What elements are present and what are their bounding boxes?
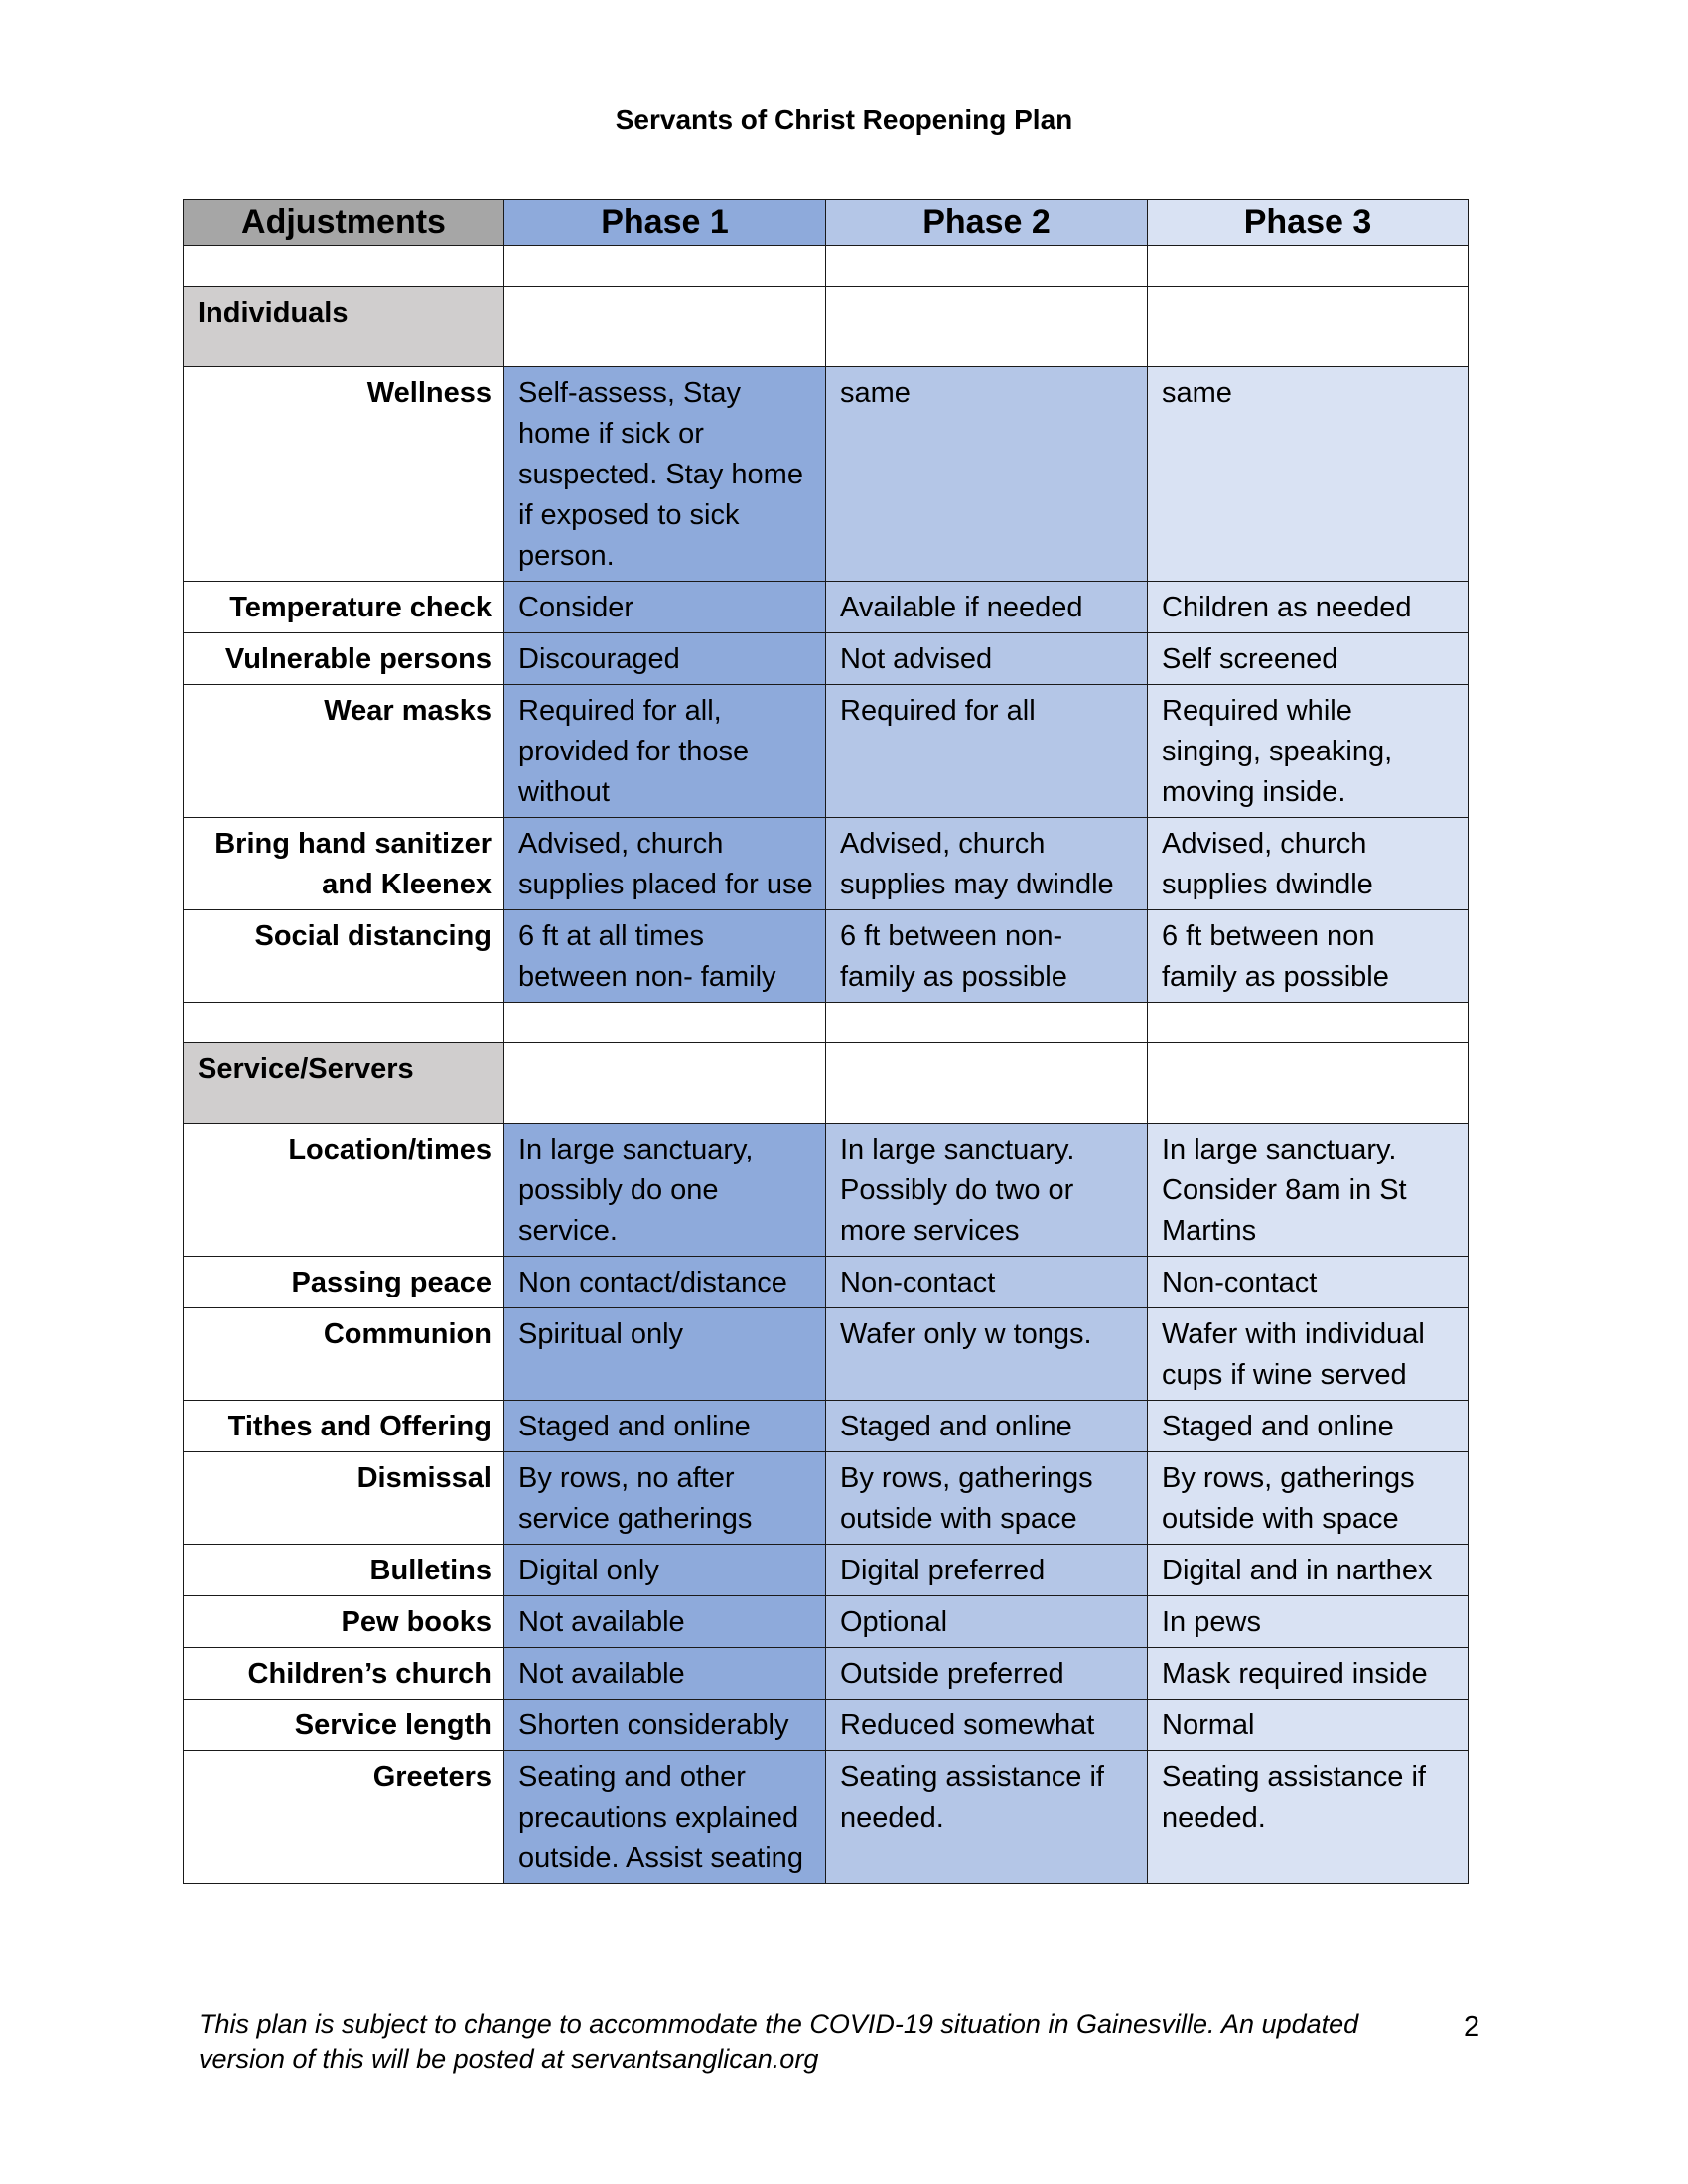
- table-row: [184, 1751, 1469, 1884]
- phase-3-cell: In large sanctuary. Consider 8am in St Martins: [1148, 1124, 1469, 1257]
- empty-cell: [504, 1043, 826, 1124]
- table-row: [184, 1308, 1469, 1401]
- phase-3-cell: By rows, gatherings outside with space: [1148, 1452, 1469, 1545]
- empty-cell: [1148, 246, 1469, 287]
- table-header-row: [184, 200, 1469, 246]
- phase-1-cell: Not available: [504, 1648, 826, 1700]
- phase-2-cell: Non-contact: [826, 1257, 1148, 1308]
- phase-3-cell: Normal: [1148, 1700, 1469, 1751]
- row-label: Wear masks: [184, 685, 504, 818]
- row-label: Bulletins: [184, 1545, 504, 1596]
- phase-3-cell: Required while singing, speaking, moving inside.: [1148, 685, 1469, 818]
- header-phase-3: Phase 3: [1148, 200, 1469, 246]
- phase-1-cell: Shorten considerably: [504, 1700, 826, 1751]
- phase-3-cell: Advised, church supplies dwindle: [1148, 818, 1469, 910]
- table-row: [184, 685, 1469, 818]
- empty-cell: [504, 246, 826, 287]
- phase-3-cell: 6 ft between non family as possible: [1148, 910, 1469, 1003]
- spacer-row: [184, 246, 1469, 287]
- table-row: [184, 818, 1469, 910]
- table-body: [184, 246, 1469, 1884]
- phase-2-cell: In large sanctuary. Possibly do two or more services: [826, 1124, 1148, 1257]
- header-phase-2: Phase 2: [826, 200, 1148, 246]
- row-label: Location/times: [184, 1124, 504, 1257]
- footnote: This plan is subject to change to accommodate the COVID-19 situation in Gainesville. An updated version of this will be posted at servantsanglican.org: [199, 2009, 1359, 2074]
- empty-cell: [826, 287, 1148, 367]
- table-row: [184, 582, 1469, 633]
- phase-1-cell: Consider: [504, 582, 826, 633]
- phase-1-cell: Spiritual only: [504, 1308, 826, 1401]
- phase-1-cell: 6 ft at all times between non- family: [504, 910, 826, 1003]
- section-row-individuals: [184, 287, 1469, 367]
- empty-cell: [826, 1043, 1148, 1124]
- row-label: Children’s church: [184, 1648, 504, 1700]
- phase-3-cell: Non-contact: [1148, 1257, 1469, 1308]
- phase-2-cell: Wafer only w tongs.: [826, 1308, 1148, 1401]
- row-label: Communion: [184, 1308, 504, 1401]
- phase-1-cell: By rows, no after service gatherings: [504, 1452, 826, 1545]
- page-number: 2: [1464, 2011, 1480, 2043]
- phase-3-cell: Staged and online: [1148, 1401, 1469, 1452]
- phase-1-cell: Discouraged: [504, 633, 826, 685]
- header-adjustments: Adjustments: [184, 200, 504, 246]
- phase-3-cell: Digital and in narthex: [1148, 1545, 1469, 1596]
- phase-2-cell: Available if needed: [826, 582, 1148, 633]
- phase-1-cell: Non contact/distance: [504, 1257, 826, 1308]
- table-row: [184, 910, 1469, 1003]
- phase-2-cell: Digital preferred: [826, 1545, 1148, 1596]
- table-row: [184, 633, 1469, 685]
- phase-3-cell: Wafer with individual cups if wine served: [1148, 1308, 1469, 1401]
- spacer-row: [184, 1003, 1469, 1043]
- row-label: Greeters: [184, 1751, 504, 1884]
- phase-3-cell: Self screened: [1148, 633, 1469, 685]
- phase-3-cell: same: [1148, 367, 1469, 582]
- empty-cell: [1148, 1043, 1469, 1124]
- row-label: Social distancing: [184, 910, 504, 1003]
- row-label: Pew books: [184, 1596, 504, 1648]
- phase-3-cell: In pews: [1148, 1596, 1469, 1648]
- phase-1-cell: Staged and online: [504, 1401, 826, 1452]
- section-row-service: [184, 1043, 1469, 1124]
- phase-1-cell: Not available: [504, 1596, 826, 1648]
- empty-cell: [504, 287, 826, 367]
- phase-2-cell: Staged and online: [826, 1401, 1148, 1452]
- row-label: Temperature check: [184, 582, 504, 633]
- document-title: Servants of Christ Reopening Plan: [615, 104, 1073, 135]
- table-row: [184, 367, 1469, 582]
- empty-cell: [826, 246, 1148, 287]
- row-label: Vulnerable persons: [184, 633, 504, 685]
- phase-2-cell: Advised, church supplies may dwindle: [826, 818, 1148, 910]
- phase-1-cell: In large sanctuary, possibly do one service.: [504, 1124, 826, 1257]
- phase-1-cell: Seating and other precautions explained outside. Assist seating: [504, 1751, 826, 1884]
- section-label: Service/Servers: [184, 1043, 504, 1124]
- empty-cell: [184, 1003, 504, 1043]
- phase-2-cell: Optional: [826, 1596, 1148, 1648]
- empty-cell: [504, 1003, 826, 1043]
- phase-1-cell: Digital only: [504, 1545, 826, 1596]
- row-label: Dismissal: [184, 1452, 504, 1545]
- section-label: Individuals: [184, 287, 504, 367]
- phase-2-cell: By rows, gatherings outside with space: [826, 1452, 1148, 1545]
- phase-1-cell: Self-assess, Stay home if sick or suspected. Stay home if exposed to sick person.: [504, 367, 826, 582]
- empty-cell: [1148, 1003, 1469, 1043]
- row-label: Bring hand sanitizer and Kleenex: [184, 818, 504, 910]
- table-row: [184, 1401, 1469, 1452]
- table-row: [184, 1452, 1469, 1545]
- phase-2-cell: same: [826, 367, 1148, 582]
- phase-1-cell: Required for all, provided for those without: [504, 685, 826, 818]
- reopening-plan-table: [183, 199, 1469, 1884]
- phase-3-cell: Seating assistance if needed.: [1148, 1751, 1469, 1884]
- table-row: [184, 1596, 1469, 1648]
- empty-cell: [184, 246, 504, 287]
- phase-2-cell: Seating assistance if needed.: [826, 1751, 1148, 1884]
- header-phase-1: Phase 1: [504, 200, 826, 246]
- row-label: Passing peace: [184, 1257, 504, 1308]
- row-label: Service length: [184, 1700, 504, 1751]
- phase-2-cell: Required for all: [826, 685, 1148, 818]
- phase-3-cell: Mask required inside: [1148, 1648, 1469, 1700]
- phase-1-cell: Advised, church supplies placed for use: [504, 818, 826, 910]
- table-row: [184, 1700, 1469, 1751]
- table-row: [184, 1545, 1469, 1596]
- row-label: Tithes and Offering: [184, 1401, 504, 1452]
- table-row: [184, 1648, 1469, 1700]
- phase-3-cell: Children as needed: [1148, 582, 1469, 633]
- row-label: Wellness: [184, 367, 504, 582]
- empty-cell: [826, 1003, 1148, 1043]
- table-row: [184, 1124, 1469, 1257]
- empty-cell: [1148, 287, 1469, 367]
- phase-2-cell: Not advised: [826, 633, 1148, 685]
- phase-2-cell: Outside preferred: [826, 1648, 1148, 1700]
- table-row: [184, 1257, 1469, 1308]
- phase-2-cell: 6 ft between non-family as possible: [826, 910, 1148, 1003]
- phase-2-cell: Reduced somewhat: [826, 1700, 1148, 1751]
